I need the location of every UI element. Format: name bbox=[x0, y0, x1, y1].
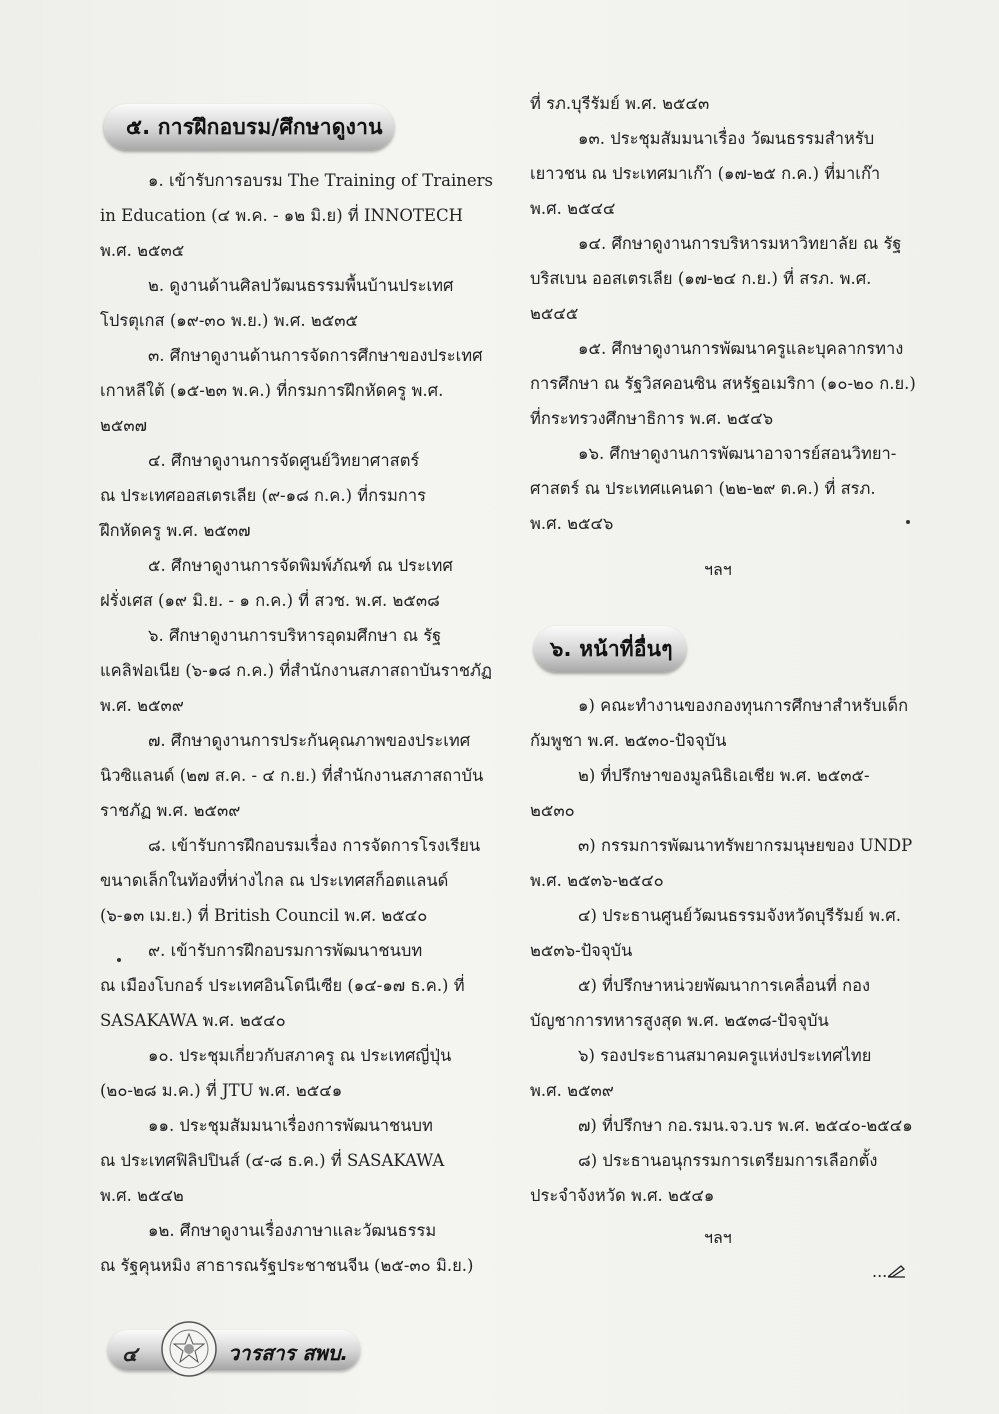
list-item-line: บัญชาการทหารสูงสุด พ.ศ. ๒๕๓๘-ปัจจุบัน bbox=[530, 1011, 829, 1030]
section6-etc: ฯลฯ bbox=[704, 1228, 732, 1247]
list-item-first-line: ๕) ที่ปรึกษาหน่วยพัฒนาการเคลื่อนที่ กอง bbox=[578, 976, 871, 995]
list-item-line: ที่กระทรวงศึกษาธิการ พ.ศ. ๒๕๔๖ bbox=[530, 409, 774, 428]
list-item-line: กัมพูชา พ.ศ. ๒๕๓๐-ปัจจุบัน bbox=[530, 731, 727, 750]
list-item-line: ๒๕๓๗ bbox=[100, 416, 148, 435]
list-item-first-line: ๑๖. ศึกษาดูงานการพัฒนาอาจารย์สอนวิทยา- bbox=[578, 444, 897, 463]
list-item-line: in Education (๔ พ.ค. - ๑๒ มิ.ย) ที่ INNOTECH bbox=[100, 206, 463, 225]
section5-heading: ๕. การฝึกอบรม/ศึกษาดูงาน bbox=[126, 114, 383, 139]
pen-icon bbox=[872, 1262, 907, 1281]
list-item-first-line: ๑๒. ศึกษาดูงานเรื่องภาษาและวัฒนธรรม bbox=[148, 1221, 437, 1240]
list-item-line: พ.ศ. ๒๕๔๖ bbox=[530, 514, 614, 533]
list-item-first-line: ๖. ศึกษาดูงานการบริหารอุดมศึกษา ณ รัฐ bbox=[148, 626, 442, 645]
list-item-line: ขนาดเล็กในท้องที่ห่างไกล ณ ประเทศสก็อตแลนด์ bbox=[100, 871, 449, 890]
list-item-first-line: ๓) กรรมการพัฒนาทรัพยากรมนุษยของ UNDP bbox=[578, 836, 913, 855]
list-item-first-line: ๑. เข้ารับการอบรม The Training of Trainers bbox=[148, 171, 493, 190]
list-item-first-line: ๑๕. ศึกษาดูงานการพัฒนาครูและบุคลากรทาง bbox=[578, 339, 904, 358]
section5-left-column bbox=[100, 163, 493, 1283]
list-item-line: นิวซิแลนด์ (๒๗ ส.ค. - ๔ ก.ย.) ที่สำนักงานสภาสถาบัน bbox=[100, 766, 484, 785]
list-item-first-line: ๗. ศึกษาดูงานการประกันคุณภาพของประเทศ bbox=[148, 731, 471, 750]
list-item-line: โปรตุเกส (๑๙-๓๐ พ.ย.) พ.ศ. ๒๕๓๕ bbox=[100, 311, 358, 330]
list-item-first-line: ๒. ดูงานด้านศิลปวัฒนธรรมพื้นบ้านประเทศ bbox=[148, 276, 454, 295]
list-item-line: ณ ประเทศฟิลิปปินส์ (๔-๘ ธ.ค.) ที่ SASAKAWA bbox=[100, 1151, 445, 1170]
list-item-line: ฝึกหัดครู พ.ศ. ๒๕๓๗ bbox=[100, 521, 251, 540]
list-item-line: ที่ รภ.บุรีรัมย์ พ.ศ. ๒๕๔๓ bbox=[530, 94, 710, 113]
list-item-line: การศึกษา ณ รัฐวิสคอนซิน สหรัฐอเมริกา (๑๐-๒๐ ก.ย.) bbox=[530, 374, 916, 393]
list-item-line: ๒๕๔๕ bbox=[530, 304, 579, 323]
section6-heading-pill bbox=[534, 626, 686, 672]
list-item-first-line: ๑) คณะทำงานของกองทุนการศึกษาสำหรับเด็ก bbox=[578, 696, 909, 715]
section6-heading: ๖. หน้าที่อื่นๆ bbox=[550, 636, 673, 661]
list-item-line: (๖-๑๓ เม.ย.) ที่ British Council พ.ศ. ๒๕๔๐ bbox=[100, 906, 428, 925]
list-item-first-line: ๑๔. ศึกษาดูงานการบริหารมหาวิทยาลัย ณ รัฐ bbox=[578, 234, 902, 253]
list-item-line: พ.ศ. ๒๕๓๙ bbox=[100, 696, 184, 715]
list-item-line: เกาหลีใต้ (๑๕-๒๓ พ.ค.) ที่กรมการฝึกหัดครู พ.ศ. bbox=[100, 381, 444, 400]
list-item-first-line: ๙. เข้ารับการฝึกอบรมการพัฒนาชนบท bbox=[148, 941, 423, 960]
list-item-first-line: ๔) ประธานศูนย์วัฒนธรรมจังหวัดบุรีรัมย์ พ.ศ. bbox=[578, 906, 901, 925]
list-item-first-line: ๕. ศึกษาดูงานการจัดพิมพ์ภัณฑ์ ณ ประเทศ bbox=[148, 556, 453, 575]
list-item-first-line: ๑๑. ประชุมสัมมนาเรื่องการพัฒนาชนบท bbox=[148, 1116, 433, 1135]
section5-etc: ฯลฯ bbox=[704, 560, 732, 579]
list-item-line: ประจำจังหวัด พ.ศ. ๒๕๔๑ bbox=[530, 1186, 715, 1205]
list-item-line: พ.ศ. ๒๕๓๖-๒๕๔๐ bbox=[530, 871, 664, 890]
list-item-line: แคลิฟอเนีย (๖-๑๘ ก.ค.) ที่สำนักงานสภาสถาบันราชภัฏ bbox=[100, 661, 492, 680]
list-item-line: เยาวชน ณ ประเทศมาเก๊า (๑๗-๒๕ ก.ค.) ที่มาเก๊า bbox=[530, 164, 881, 183]
list-item-line: SASAKAWA พ.ศ. ๒๕๔๐ bbox=[100, 1011, 286, 1030]
list-item-line: ณ รัฐคุนหมิง สาธารณรัฐประชาชนจีน (๒๕-๓๐ มิ.ย.) bbox=[100, 1256, 474, 1275]
list-item-first-line: ๘) ประธานอนุกรรมการเตรียมการเลือกตั้ง bbox=[578, 1151, 878, 1170]
section5-heading-pill bbox=[104, 104, 394, 150]
list-item-first-line: ๓. ศึกษาดูงานด้านการจัดการศึกษาของประเทศ bbox=[148, 346, 483, 365]
section6-list bbox=[530, 688, 912, 1213]
scan-speck bbox=[117, 958, 121, 962]
list-item-line: ราชภัฏ พ.ศ. ๒๕๓๙ bbox=[100, 801, 241, 820]
list-item-first-line: ๔. ศึกษาดูงานการจัดศูนย์วิทยาศาสตร์ bbox=[148, 451, 420, 470]
list-item-first-line: ๖) รองประธานสมาคมครูแห่งประเทศไทย bbox=[578, 1046, 872, 1065]
list-item-first-line: ๑๓. ประชุมสัมมนาเรื่อง วัฒนธรรมสำหรับ bbox=[578, 129, 875, 148]
list-item-line: ฝรั่งเศส (๑๙ มิ.ย. - ๑ ก.ค.) ที่ สวช. พ.ศ. ๒๕๓๘ bbox=[100, 591, 440, 610]
institution-seal-icon bbox=[160, 1320, 218, 1378]
list-item-line: ณ ประเทศออสเตรเลีย (๙-๑๘ ก.ค.) ที่กรมการ bbox=[100, 486, 426, 505]
list-item-line: ณ เมืองโบกอร์ ประเทศอินโดนีเซีย (๑๔-๑๗ ธ.ค.) ที่ bbox=[100, 976, 465, 995]
list-item-first-line: ๘. เข้ารับการฝึกอบรมเรื่อง การจัดการโรงเรียน bbox=[148, 836, 481, 855]
scan-speck bbox=[906, 520, 910, 524]
list-item-line: บริสเบน ออสเตรเลีย (๑๗-๒๔ ก.ย.) ที่ สรภ. พ.ศ. bbox=[530, 269, 872, 288]
list-item-line: พ.ศ. ๒๕๔๔ bbox=[530, 199, 616, 218]
list-item-line: ๒๕๓๐ bbox=[530, 801, 575, 820]
list-item-line: พ.ศ. ๒๕๓๙ bbox=[530, 1081, 614, 1100]
list-item-line: พ.ศ. ๒๕๓๕ bbox=[100, 241, 185, 260]
list-item-line: (๒๐-๒๘ ม.ค.) ที่ JTU พ.ศ. ๒๕๔๑ bbox=[100, 1081, 343, 1100]
list-item-first-line: ๑๐. ประชุมเกี่ยวกับสภาครู ณ ประเทศญี่ปุ่น bbox=[148, 1046, 452, 1065]
list-item-first-line: ๗) ที่ปรึกษา กอ.รมน.จว.บร พ.ศ. ๒๕๔๐-๒๕๔๑ bbox=[578, 1116, 913, 1135]
list-item-line: พ.ศ. ๒๕๔๒ bbox=[100, 1186, 184, 1205]
list-item-first-line: ๒) ที่ปรึกษาของมูลนิธิเอเชีย พ.ศ. ๒๕๓๕- bbox=[578, 766, 870, 785]
continued-dots: ... bbox=[872, 1262, 888, 1281]
journal-title: วารสาร สพบ. bbox=[228, 1341, 349, 1365]
list-item-line: ศาสตร์ ณ ประเทศแคนดา (๒๒-๒๙ ต.ค.) ที่ สรภ. bbox=[530, 479, 876, 498]
page-number: ๔ bbox=[122, 1342, 138, 1366]
section5-right-column bbox=[530, 86, 916, 541]
list-item-line: ๒๕๓๖-ปัจจุบัน bbox=[530, 941, 633, 960]
